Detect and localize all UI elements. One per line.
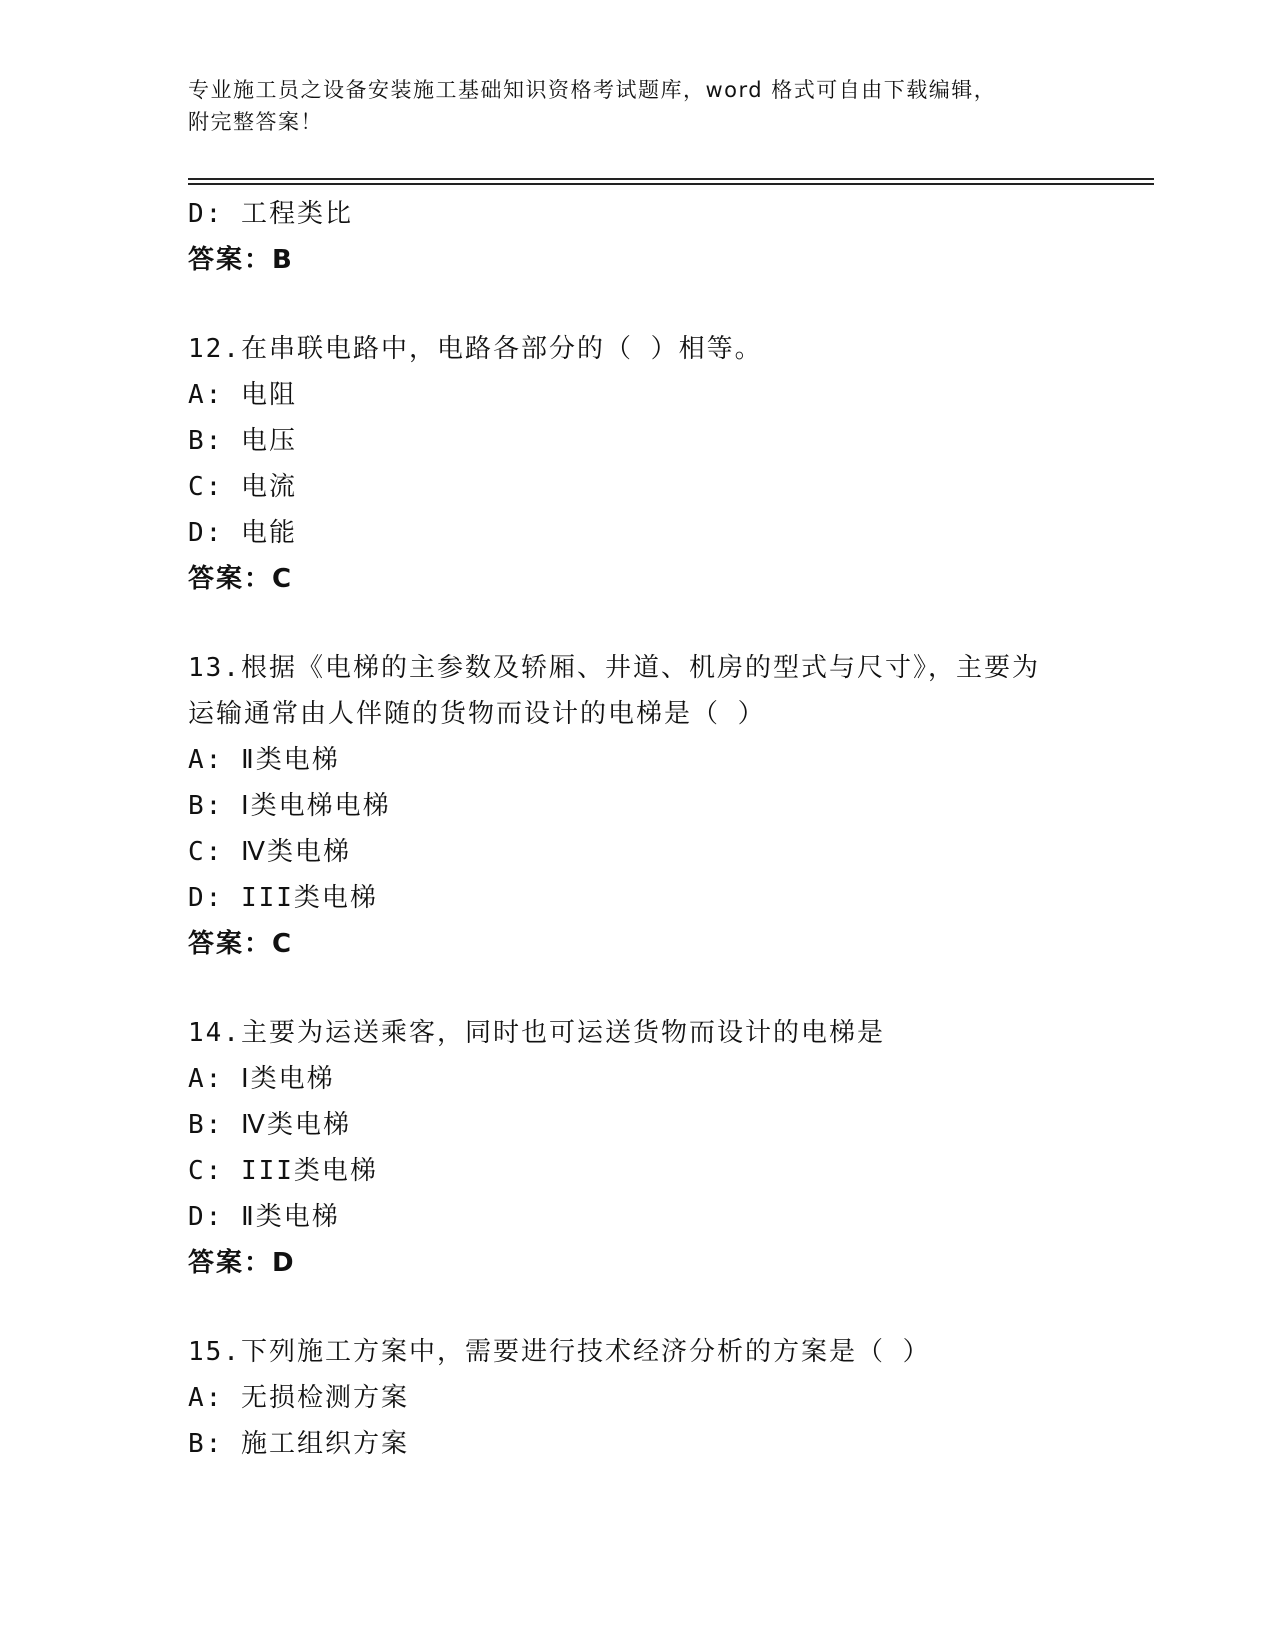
document-header bbox=[188, 74, 1068, 138]
option-d: D: Ⅱ类电梯 bbox=[188, 1202, 340, 1232]
question-13 bbox=[188, 645, 1154, 967]
spacer bbox=[188, 1286, 1154, 1329]
answer-line: 答案：C bbox=[188, 929, 294, 959]
question-list bbox=[188, 191, 1154, 1467]
option-d: D: III类电梯 bbox=[188, 883, 378, 913]
option-a: A: Ⅰ类电梯 bbox=[188, 1064, 335, 1094]
question-15 bbox=[188, 1329, 1154, 1467]
header-line-2: 附完整答案！ bbox=[188, 110, 323, 134]
spacer bbox=[188, 967, 1154, 1010]
answer-line: 答案：B bbox=[188, 245, 294, 275]
previous-question-tail bbox=[188, 191, 1154, 283]
option-c: C: III类电梯 bbox=[188, 1156, 378, 1186]
option-a: A: 无损检测方案 bbox=[188, 1383, 409, 1413]
answer-line: 答案：C bbox=[188, 564, 294, 594]
option-b: B: Ⅰ类电梯电梯 bbox=[188, 791, 391, 821]
option-c: C: 电流 bbox=[188, 472, 297, 502]
spacer bbox=[188, 602, 1154, 645]
option-b: B: Ⅳ类电梯 bbox=[188, 1110, 351, 1140]
spacer bbox=[188, 283, 1154, 326]
question-14 bbox=[188, 1010, 1154, 1286]
header-divider-top bbox=[188, 178, 1154, 180]
header-line-1: 专业施工员之设备安装施工基础知识资格考试题库，word 格式可自由下载编辑， bbox=[188, 78, 997, 102]
option-a: A: 电阻 bbox=[188, 380, 297, 410]
question-stem: 14.主要为运送乘客，同时也可运送货物而设计的电梯是 bbox=[188, 1018, 885, 1048]
option-a: A: Ⅱ类电梯 bbox=[188, 745, 340, 775]
question-stem-line-1: 13.根据《电梯的主参数及轿厢、井道、机房的型式与尺寸》，主要为 bbox=[188, 653, 1040, 683]
option-b: B: 施工组织方案 bbox=[188, 1429, 409, 1459]
question-stem: 15.下列施工方案中，需要进行技术经济分析的方案是（ ） bbox=[188, 1337, 931, 1367]
option-b: B: 电压 bbox=[188, 426, 297, 456]
question-12 bbox=[188, 326, 1154, 602]
option-c: C: Ⅳ类电梯 bbox=[188, 837, 351, 867]
option-d: D: 工程类比 bbox=[188, 199, 353, 229]
option-d: D: 电能 bbox=[188, 518, 297, 548]
question-stem-line-2: 运输通常由人伴随的货物而设计的电梯是（ ） bbox=[188, 699, 766, 729]
header-divider-bottom bbox=[188, 183, 1154, 185]
question-stem: 12.在串联电路中，电路各部分的（ ）相等。 bbox=[188, 334, 763, 364]
answer-line: 答案：D bbox=[188, 1248, 296, 1278]
